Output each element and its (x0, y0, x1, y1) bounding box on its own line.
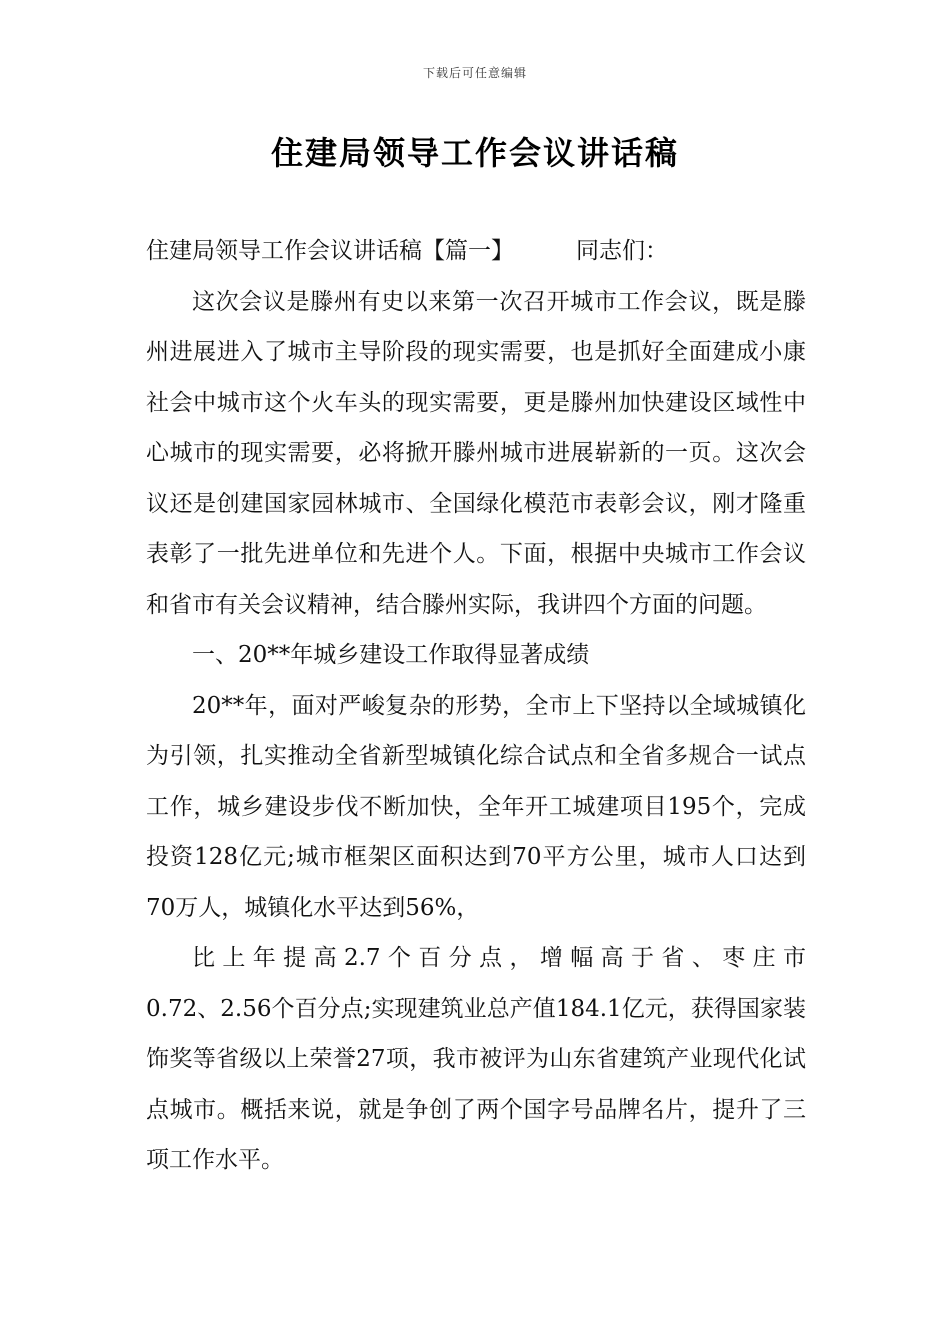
paragraph-achievements-part-b: 比上年提高2.7个百分点，增幅高于省、枣庄市 (192, 945, 806, 971)
paragraph-achievements (146, 681, 806, 1186)
paragraph-achievements-part-a: 20**年，面对严峻复杂的形势，全市上下坚持以全域城镇化为引领，扎实推动全省新型城镇化综合试点和全省多规合一试点工作，城乡建设步伐不断加快，全年开工城建项目195个，完成投资128亿元;城市框架区面积达到70平方公里，城市人口达到70万人，城镇化水平达到56%， (146, 692, 806, 921)
document-title: 住建局领导工作会议讲话稿 (270, 134, 679, 172)
document-body (146, 226, 806, 1186)
header-note: 下载后可任意编辑 (422, 66, 527, 80)
subtitle-line (146, 226, 806, 277)
section-heading-1: 一、20**年城乡建设工作取得显著成绩 (192, 642, 590, 668)
salutation: 同志们： (576, 238, 668, 264)
paragraph-intro: 这次会议是滕州有史以来第一次召开城市工作会议，既是滕州进展进入了城市主导阶段的现实需要，也是抓好全面建成小康社会中城市这个火车头的现实需要，更是滕州加快建设区域性中心城市的现实需要，必将掀开滕州城市进展崭新的一页。这次会议还是创建国家园林城市、全国绿化模范市表彰会议，刚才隆重表彰了一批先进单位和先进个人。下面，根据中央城市工作会议和省市有关会议精神，结合滕州实际，我讲四个方面的问题。 (146, 288, 806, 618)
subtitle: 住建局领导工作会议讲话稿【篇一】 (146, 238, 514, 264)
paragraph-achievements-part-c: 0.72、2.56个百分点;实现建筑业总产值184.1亿元，获得国家装饰奖等省级以上荣誉27项，我市被评为山东省建筑产业现代化试点城市。概括来说，就是争创了两个国字号品牌名片，提升了三项工作水平。 (146, 995, 806, 1173)
